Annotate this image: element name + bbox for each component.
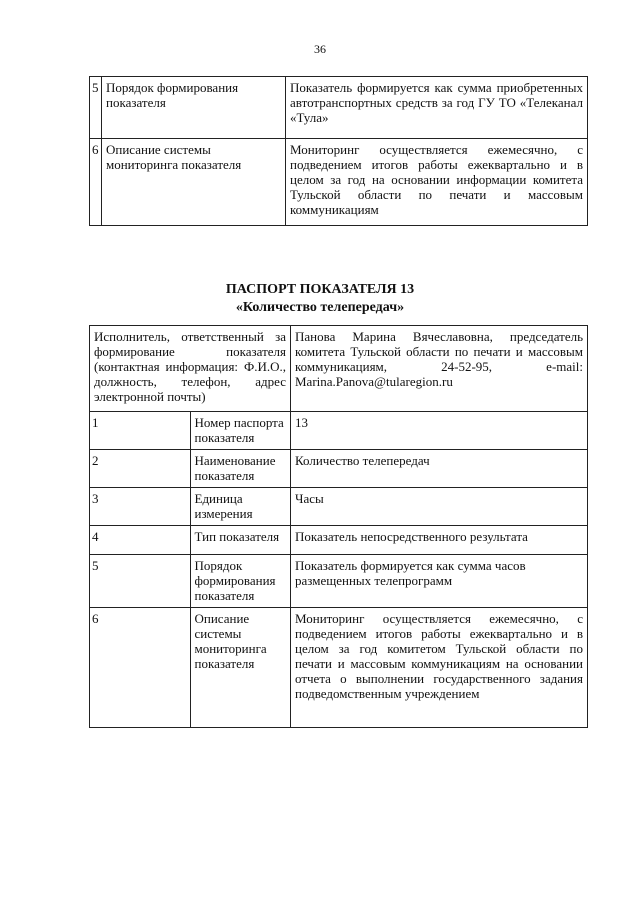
row-label: Тип показателя [190,526,291,555]
row-number: 6 [90,608,191,728]
row-number: 4 [90,526,191,555]
table-row [90,555,588,608]
row-number: 5 [90,555,191,608]
row-label: Номер паспорта показателя [190,412,291,450]
row-number: 6 [90,139,102,226]
row-number: 3 [90,488,191,526]
executor-label: Исполнитель, ответственный за формирование показателя (контактная информация: Ф.И.О., должность, телефон, адрес электронной почты) [90,326,291,412]
row-value: Показатель непосредственного результата [291,526,588,555]
row-number: 1 [90,412,191,450]
table-row [90,488,588,526]
row-value: 13 [291,412,588,450]
row-value: Часы [291,488,588,526]
passport-table [89,325,588,728]
executor-value: Панова Марина Вячеславовна, председатель комитета Тульской области по печати и массовым коммуникациям, 24-52-95, e-mail: Marina.Panova@tularegion.ru [291,326,588,412]
executor-row [90,326,588,412]
table-row [90,139,588,226]
row-number: 2 [90,450,191,488]
table-row [90,450,588,488]
top-indicator-table [89,76,588,226]
page-number: 36 [314,42,326,56]
table-row [90,526,588,555]
row-label: Единица измерения [190,488,291,526]
passport-title: ПАСПОРТ ПОКАЗАТЕЛЯ 13 [225,282,415,297]
row-label: Наименование показателя [190,450,291,488]
table-row [90,608,588,728]
row-label: Описание системы мониторинга показателя [102,139,286,226]
row-value: Показатель формируется как сумма приобретенных автотранспортных средств за год ГУ ТО «Телеканал «Тула» [286,77,588,139]
row-label: Описание системы мониторинга показателя [190,608,291,728]
table-row [90,77,588,139]
passport-subtitle: «Количество телепередач» [235,300,405,315]
row-value: Показатель формируется как сумма часов размещенных телепрограмм [291,555,588,608]
table-row [90,412,588,450]
row-value: Мониторинг осуществляется ежемесячно, с подведением итогов работы ежеквартально и в целом за год комитетом Тульской области по печати и массовым коммуникациям на основании отчета о выполнении государственного задания подведомственным учреждением [291,608,588,728]
row-number: 5 [90,77,102,139]
row-label: Порядок формирования показателя [102,77,286,139]
row-value: Мониторинг осуществляется ежемесячно, с подведением итогов работы ежеквартально и в целом за год на основании информации комитета Тульской области по печати и массовым коммуникациям [286,139,588,226]
row-value: Количество телепередач [291,450,588,488]
row-label: Порядок формирования показателя [190,555,291,608]
